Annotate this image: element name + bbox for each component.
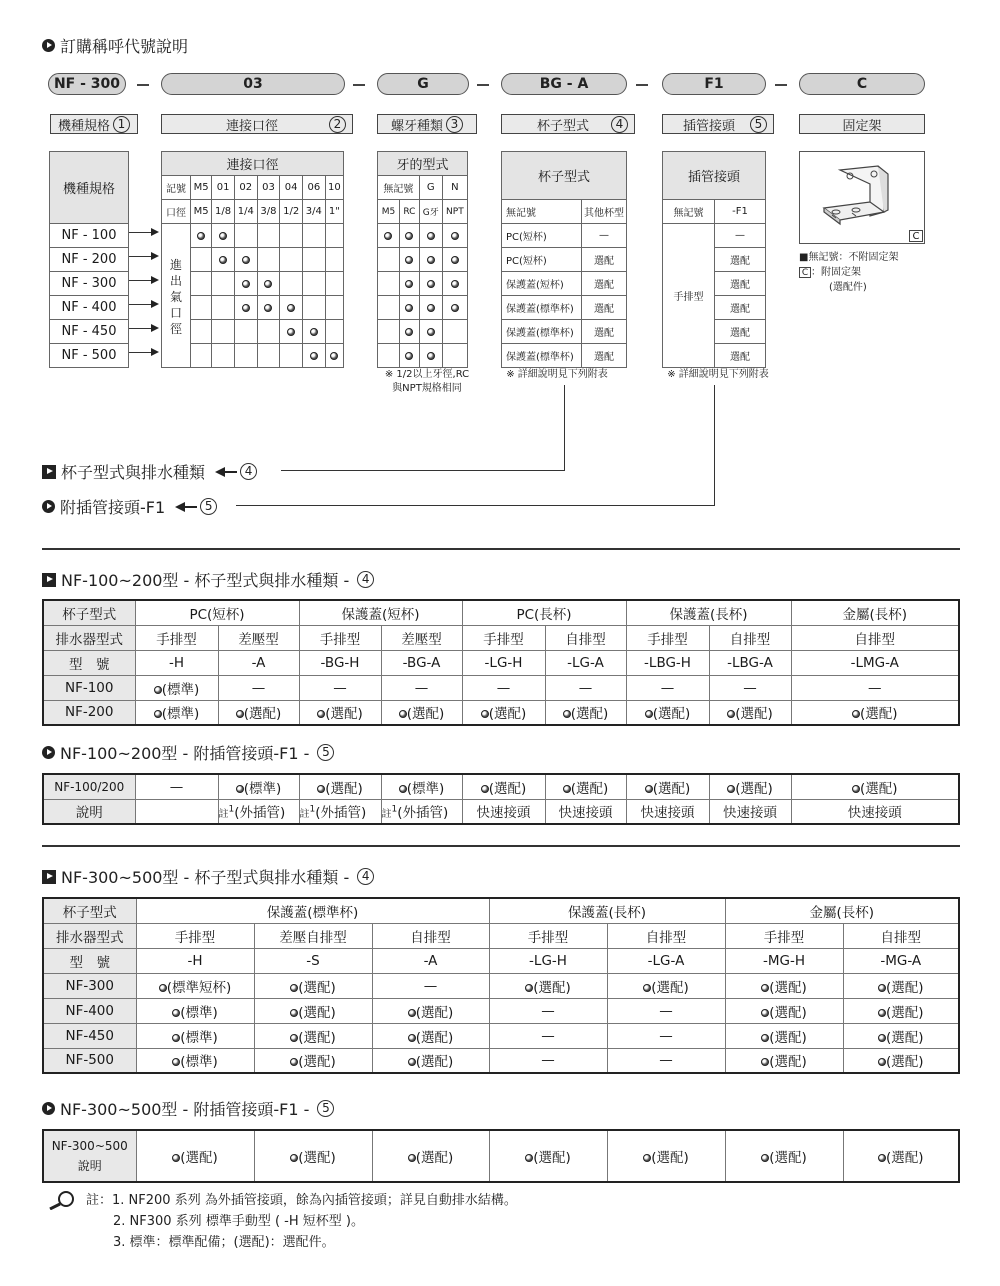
table-cell: -MG-H — [725, 948, 843, 973]
bracket-legend: ■無記號：不附固定架 C ：附固定架 (選配件) — [799, 252, 899, 293]
table-cell: 快速接頭 — [626, 799, 709, 824]
t4-title: NF-300~500型 - 附插管接頭-F1 - 5 — [42, 1097, 334, 1120]
table-cell: (選配) — [626, 700, 709, 725]
table-cell: (選配) — [725, 1023, 843, 1048]
table-cell: (標準) — [135, 700, 218, 725]
label-port: 連接口徑 2 — [161, 114, 353, 134]
table-cell: -LBG-A — [709, 650, 791, 675]
table-cell: (選配) — [843, 1130, 959, 1182]
table-cell: (選配) — [299, 774, 381, 799]
table-cell: — — [489, 1023, 607, 1048]
code-pill-port: 03 — [161, 73, 345, 95]
table-cell: (標準短杯) — [136, 973, 254, 998]
table-cell: (選配) — [218, 700, 299, 725]
dash — [636, 84, 648, 86]
play-square-icon — [42, 465, 56, 479]
dot-icon — [878, 1058, 886, 1066]
label-bracket: 固定架 — [799, 114, 925, 134]
table-cell: (選配) — [709, 700, 791, 725]
model-row: NF - 500 — [50, 344, 129, 368]
dash — [477, 84, 489, 86]
bowl-note: ※ 詳細說明見下列附表 — [506, 369, 608, 380]
code-pill-thread: G — [377, 73, 469, 95]
dot-icon — [645, 710, 653, 718]
label-fitting: 插管接頭 5 — [662, 114, 774, 134]
table-cell: 快速接頭 — [462, 799, 545, 824]
table-cell: — — [791, 675, 959, 700]
table-cell: — — [607, 1023, 725, 1048]
table-cell: (選配) — [607, 973, 725, 998]
dot-icon — [154, 710, 162, 718]
table-cell: (選配) — [254, 1130, 372, 1182]
play-circle-icon — [42, 500, 55, 513]
table-cell: (選配) — [709, 774, 791, 799]
table-cell: (選配) — [372, 1130, 489, 1182]
dot-icon — [408, 1058, 416, 1066]
dot-icon — [159, 984, 167, 992]
dot-icon — [563, 710, 571, 718]
model-row: NF - 100 — [50, 224, 129, 248]
table-cell: (標準) — [136, 998, 254, 1023]
table-cell: (選配) — [626, 774, 709, 799]
dot-icon — [878, 1034, 886, 1042]
table-cell: (選配) — [136, 1130, 254, 1182]
table-cell: (選配) — [843, 998, 959, 1023]
dot-icon — [399, 785, 407, 793]
dot-icon — [399, 710, 407, 718]
table-cell: (選配) — [545, 774, 626, 799]
model-row: NF - 300 — [50, 272, 129, 296]
table-cell: -LG-H — [462, 650, 545, 675]
dot-icon — [852, 710, 860, 718]
dot-icon — [878, 984, 886, 992]
table-cell: (選配) — [843, 973, 959, 998]
table-cell: 自排型 — [607, 923, 725, 948]
code-pill-bracket: C — [799, 73, 925, 95]
table-cell: — — [462, 675, 545, 700]
table-cell: (選配) — [381, 700, 462, 725]
table-cell: (選配) — [254, 998, 372, 1023]
table-cell: 快速接頭 — [791, 799, 959, 824]
table-cell: (選配) — [254, 1023, 372, 1048]
table-cell: 手排型 — [136, 923, 254, 948]
table-cell: — — [709, 675, 791, 700]
table-cell: -H — [135, 650, 218, 675]
table-cell: 自排型 — [545, 625, 626, 650]
dot-icon — [481, 710, 489, 718]
dash — [353, 84, 365, 86]
thread-note: ※ 1/2以上牙徑,RC 與NPT規格相同 — [384, 369, 470, 394]
table-cell: (選配) — [791, 700, 959, 725]
model-table: 機種規格 NF - 100 NF - 200 NF - 300 NF - 400 NF - 450 NF - 500 — [49, 151, 129, 368]
table-cell: -LMG-A — [791, 650, 959, 675]
arrow-left-icon — [215, 467, 225, 477]
table-cell: -BG-A — [381, 650, 462, 675]
play-circle-icon — [42, 746, 55, 759]
table-cell: (選配) — [607, 1130, 725, 1182]
table-cell: -S — [254, 948, 372, 973]
table-cell: 差壓型 — [218, 625, 299, 650]
table-cell: 手排型 — [626, 625, 709, 650]
table-cell: 手排型 — [462, 625, 545, 650]
table-cell: -LBG-H — [626, 650, 709, 675]
fitting-note: ※ 詳細說明見下列附表 — [667, 369, 769, 380]
dot-icon — [878, 1154, 886, 1162]
model-row: NF - 400 — [50, 296, 129, 320]
dot-icon — [645, 785, 653, 793]
table-cell: 手排型 — [299, 625, 381, 650]
table-cell: (選配) — [725, 998, 843, 1023]
dot-icon — [408, 1009, 416, 1017]
bowl-table: 杯子型式 無記號 其他杯型 PC(短杯) — PC(短杯) 選配 保護蓋(短杯) 選配 保護蓋(標準杯) 選配 保護蓋(標準杯) 選配 保護蓋(標準杯) 選配 — [501, 151, 627, 368]
table-cell: (標準) — [218, 774, 299, 799]
t2-table: NF-100/200 — (標準) (選配) (標準) (選配) (選配) (選配) (選配) (選配) 說明 註$^1$(外插管) 註$^1$(外插管) 註$^1$(外插管) 快速接頭 快速接頭 快速接頭 快速接頭 快速接頭 — [42, 773, 960, 825]
play-circle-icon — [42, 39, 55, 52]
link-fitting[interactable]: 附插管接頭-F1 5 — [42, 495, 217, 518]
table-cell: — — [607, 998, 725, 1023]
table-cell: -LG-H — [489, 948, 607, 973]
dot-icon — [236, 785, 244, 793]
table-cell: (選配) — [462, 774, 545, 799]
dot-icon — [236, 710, 244, 718]
table-cell: — — [626, 675, 709, 700]
bracket-tag: C — [909, 230, 923, 242]
table-cell: — — [381, 675, 462, 700]
model-row: NF - 200 — [50, 248, 129, 272]
table-cell: -A — [372, 948, 489, 973]
table-cell: — — [218, 675, 299, 700]
table-cell: (標準) — [136, 1023, 254, 1048]
table-cell: — — [135, 774, 218, 799]
t1-title: NF-100~200型 - 杯子型式與排水種類 - 4 — [42, 568, 374, 591]
table-cell: (選配) — [725, 1048, 843, 1073]
table-cell: 自排型 — [372, 923, 489, 948]
table-cell: (選配) — [545, 700, 626, 725]
table-cell: (選配) — [725, 1130, 843, 1182]
dot-icon — [563, 785, 571, 793]
table-cell: — — [545, 675, 626, 700]
label-bowl: 杯子型式 4 — [501, 114, 635, 134]
table-cell: 自排型 — [709, 625, 791, 650]
table-cell: -H — [136, 948, 254, 973]
dot-icon — [154, 686, 162, 694]
dot-icon — [852, 785, 860, 793]
dot-icon — [408, 1034, 416, 1042]
table-cell: -LG-A — [545, 650, 626, 675]
table-cell: (選配) — [843, 1023, 959, 1048]
notes: 註：1. NF200 系列 為外插管接頭，餘為內插管接頭；詳見自動排水結構。 2. NF300 系列 標準手動型 ( -H 短杯型 )。 3. 標準：標準配備；(選配)：選配件。 — [86, 1193, 517, 1250]
table-cell: 註$^1$(外插管) — [299, 799, 381, 824]
table-cell: 註$^1$(外插管) — [218, 799, 299, 824]
table-cell: — — [489, 998, 607, 1023]
table-cell: (選配) — [299, 700, 381, 725]
table-cell: 註$^1$(外插管) — [381, 799, 462, 824]
dot-icon — [878, 1009, 886, 1017]
thread-table: 牙的型式 無記號 G N M5 RC G牙 NPT — [377, 151, 468, 368]
model-row: NF - 450 — [50, 320, 129, 344]
magnifier-icon — [46, 1190, 78, 1214]
code-pill-bowl: BG - A — [501, 73, 627, 95]
dot-icon — [481, 785, 489, 793]
table-cell: 自排型 — [791, 625, 959, 650]
table-cell: (標準) — [136, 1048, 254, 1073]
table-cell: 自排型 — [843, 923, 959, 948]
bracket-image-box — [799, 151, 925, 244]
t1-table: 杯子型式 PC(短杯) 保護蓋(短杯) PC(長杯) 保護蓋(長杯) 金屬(長杯) 排水器型式 手排型 差壓型 手排型 差壓型 手排型 自排型 手排型 自排型 自排型 型 號 -H -A -BG-H -BG-A -LG-H -LG-A -LBG-H -LBG-A -LMG-A NF-100 (標準) — — — — — — — — NF-200 (標準) (選配) (選配) (選配) (選配) (選配) (選配) (選配) (選配) — [42, 599, 960, 726]
table-cell: — — [372, 973, 489, 998]
t2-title: NF-100~200型 - 附插管接頭-F1 - 5 — [42, 741, 334, 764]
table-cell: (選配) — [372, 998, 489, 1023]
table-cell: (選配) — [254, 973, 372, 998]
code-pill-model: NF - 300 — [48, 73, 126, 95]
table-cell: 差壓型 — [381, 625, 462, 650]
table-cell: (選配) — [372, 1048, 489, 1073]
table-cell: 手排型 — [725, 923, 843, 948]
link-bowl-type[interactable]: 杯子型式與排水種類 4 — [42, 460, 257, 483]
bracket-icon — [800, 152, 924, 243]
table-cell: -MG-A — [843, 948, 959, 973]
arrow-left-icon — [175, 502, 185, 512]
dot-icon — [408, 1154, 416, 1162]
table-cell: (選配) — [372, 1023, 489, 1048]
port-table: 連接口徑 記號 M5 01 02 03 04 06 10 口徑 M5 1/8 1/4 3/8 1/2 3/4 1" 進 出 氣 口 徑 — [161, 151, 344, 368]
port-side-label: 進 出 氣 口 徑 — [162, 224, 191, 368]
table-cell: (選配) — [489, 973, 607, 998]
table-cell: 快速接頭 — [545, 799, 626, 824]
play-square-icon — [42, 573, 56, 587]
dash — [775, 84, 787, 86]
table-cell: -BG-H — [299, 650, 381, 675]
divider — [42, 548, 960, 550]
table-cell: (選配) — [489, 1130, 607, 1182]
table-cell: 差壓自排型 — [254, 923, 372, 948]
table-cell: — — [299, 675, 381, 700]
code-pill-fitting: F1 — [662, 73, 766, 95]
table-cell: (標準) — [135, 675, 218, 700]
table-cell: — — [607, 1048, 725, 1073]
table-cell: (選配) — [462, 700, 545, 725]
table-cell: (選配) — [725, 973, 843, 998]
t4-table: NF-300~500 說明 (選配) (選配) (選配) (選配) (選配) (選配) (選配) — [42, 1129, 960, 1183]
play-circle-icon — [42, 1102, 55, 1115]
section-title: 訂購稱呼代號說明 — [42, 34, 188, 57]
play-square-icon — [42, 870, 56, 884]
table-cell: -LG-A — [607, 948, 725, 973]
table-cell: 手排型 — [135, 625, 218, 650]
t3-table: 杯子型式 保護蓋(標準杯) 保護蓋(長杯) 金屬(長杯) 排水器型式 手排型 差壓自排型 自排型 手排型 自排型 手排型 自排型 型 號 -H -S -A -LG-H -LG-A -MG-H -MG-A NF-300 (標準短杯) (選配) — (選配) (選配) (選配) (選配) NF-400 (標準) (選配) (選配) — — (選配) (選配) NF-450 (標準) (選配) (選配) — — (選配) (選配) NF-500 (標準) (選配) (選配) — — (選配) (選配) — [42, 897, 960, 1074]
dash — [137, 84, 149, 86]
label-thread: 螺牙種類 3 — [377, 114, 477, 134]
fitting-table: 插管接頭 無記號 -F1 手排型 — 選配 選配 選配 選配 選配 — [662, 151, 766, 368]
t3-title: NF-300~500型 - 杯子型式與排水種類 - 4 — [42, 865, 374, 888]
table-cell: — — [489, 1048, 607, 1073]
table-cell: 手排型 — [489, 923, 607, 948]
table-cell: (標準) — [381, 774, 462, 799]
table-cell: -A — [218, 650, 299, 675]
table-cell: (選配) — [254, 1048, 372, 1073]
label-model: 機種規格 1 — [50, 114, 138, 134]
table-cell — [135, 799, 218, 824]
divider — [42, 845, 960, 847]
table-cell: (選配) — [791, 774, 959, 799]
table-cell: (選配) — [843, 1048, 959, 1073]
table-cell: 快速接頭 — [709, 799, 791, 824]
